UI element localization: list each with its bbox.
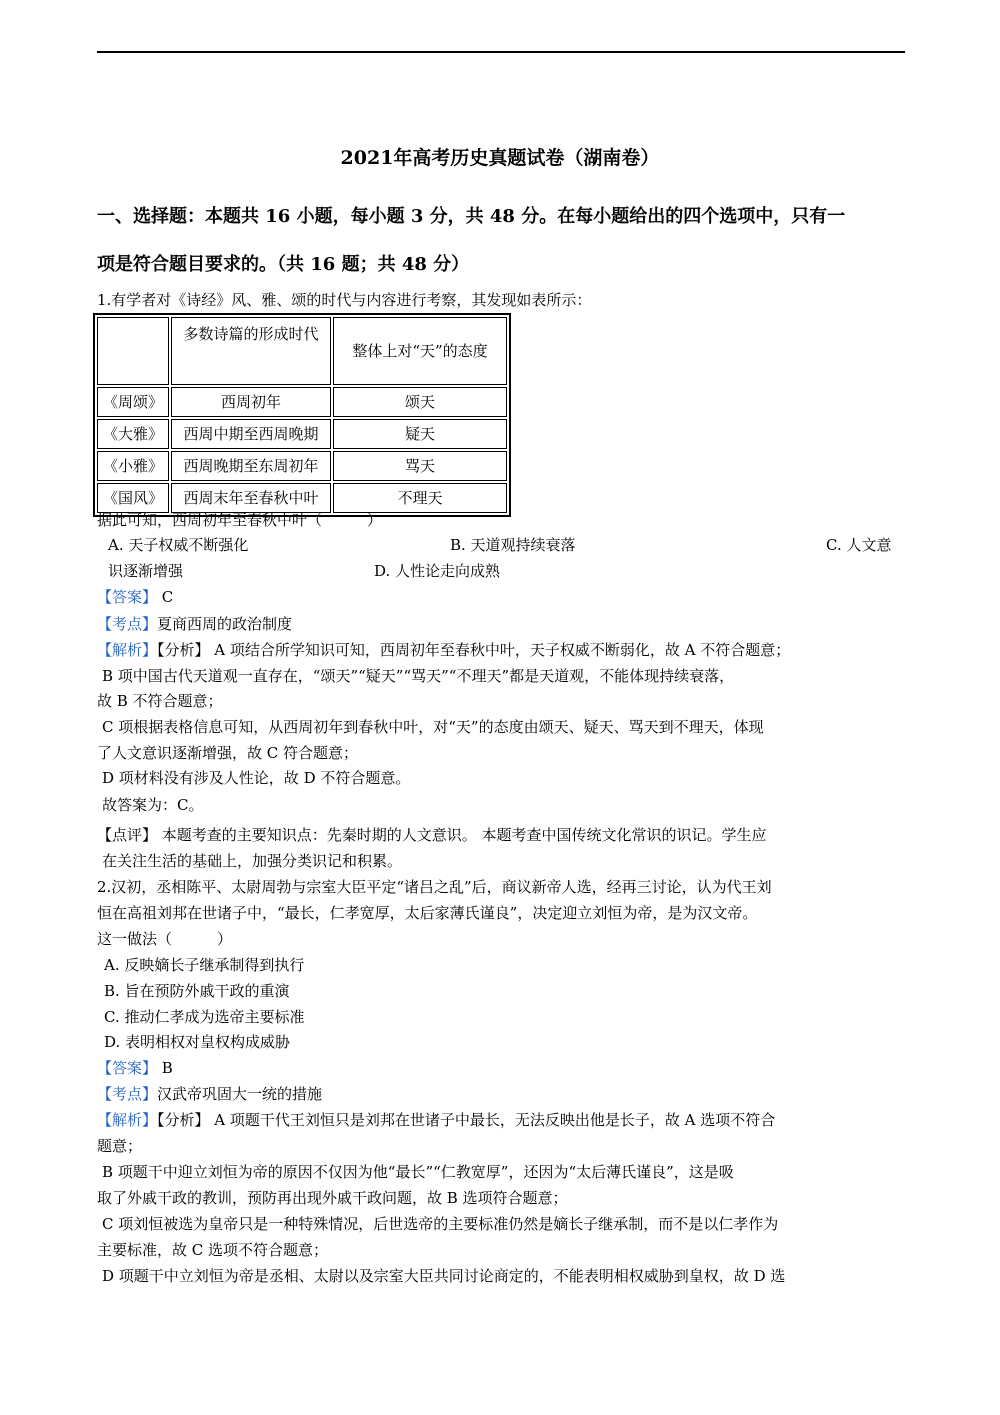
q1-option-b: B. 天道观持续衰落 [450, 536, 576, 554]
table-row [97, 451, 507, 481]
q2-analysis-line: C 项刘恒被选为皇帝只是一种特殊情况，后世选帝的主要标准仍然是嫡长子继承制，而不是以仁孝作为 [102, 1215, 779, 1233]
q1-point [97, 614, 292, 634]
section-heading-line-1: 一、选择题：本题共 16 小题，每小题 3 分，共 48 分。在每小题给出的四个选项中，只有一 [97, 206, 846, 227]
q1-option-a: A. 天子权威不断强化 [108, 536, 249, 554]
page-title: 2021年高考历史真题试卷（湖南卷） [340, 147, 660, 169]
q2-option-a: A. 反映嫡长子继承制得到执行 [104, 956, 305, 974]
q2-analysis-line: D 项题干中立刘恒为帝是丞相、太尉以及宗室大臣共同讨论商定的，不能表明相权威胁到皇权，故 D 选 [102, 1267, 786, 1285]
q1-comment-line: 【点评】 本题考查的主要知识点：先秦时期的人文意识。 本题考查中国传统文化常识的识记。学生应 [97, 826, 767, 844]
point-label: 【考点】 [97, 1085, 158, 1103]
table-cell: 不理天 [333, 483, 507, 513]
q2-option-d: D. 表明相权对皇权构成威胁 [104, 1033, 291, 1051]
table-header-cell [97, 317, 169, 385]
point-value: 夏商西周的政治制度 [157, 615, 293, 633]
q2-analysis-line [97, 1110, 775, 1130]
table-cell: 《周颂》 [97, 387, 169, 417]
table-header-cell: 整体上对“天”的态度 [333, 317, 507, 385]
analysis-label: 【解析】 [97, 1111, 158, 1129]
q1-analysis-line: 了人文意识逐渐增强，故 C 符合题意； [97, 744, 359, 762]
q2-analysis-line: 题意； [97, 1137, 143, 1155]
answer-label: 【答案】 [97, 588, 158, 606]
table-row [97, 387, 507, 417]
q2-stem-line: 2.汉初，丞相陈平、太尉周勃与宗室大臣平定“诸吕之乱”后，商议新帝人选，经再三讨论，认为代王刘 [97, 878, 772, 896]
q2-analysis-line: 取了外戚干政的教训，预防再出现外戚干政问题，故 B 选项符合题意； [97, 1189, 568, 1207]
table-header-cell: 多数诗篇的形成时代 [171, 317, 331, 385]
table-cell: 西周晚期至东周初年 [171, 451, 331, 481]
q1-analysis-line: C 项根据表格信息可知，从西周初年到春秋中叶，对“天”的态度由颂天、疑天、骂天到不理天，体现 [102, 718, 764, 736]
answer-label: 【答案】 [97, 1059, 158, 1077]
q2-analysis-line: 主要标准，故 C 选项不符合题意； [97, 1241, 329, 1259]
table-row [97, 483, 507, 513]
analysis-text: 【分析】 A 项题干代王刘恒只是刘邦在世诸子中最长，无法反映出他是长子，故 A 选项不符合 [157, 1111, 776, 1129]
q1-table [93, 313, 511, 517]
table-cell: 西周初年 [171, 387, 331, 417]
q1-analysis-line: 故答案为：C。 [102, 796, 204, 814]
q2-analysis-line: B 项题干中迎立刘恒为帝的原因不仅因为他“最长”“仁教宽厚”，还因为“太后薄氏谨良”，这是吸 [102, 1163, 734, 1181]
answer-value: C [161, 588, 174, 606]
table-cell: 颂天 [333, 387, 507, 417]
q1-analysis-line: D 项材料没有涉及人性论，故 D 不符合题意。 [102, 769, 411, 787]
header-rule [97, 51, 905, 53]
table-cell: 西周中期至西周晚期 [171, 419, 331, 449]
q1-analysis-line: B 项中国古代天道观一直存在，“颂天”“疑天”“骂天”“不理天”都是天道观，不能体现持续衰落， [102, 667, 735, 685]
table-cell: 《小雅》 [97, 451, 169, 481]
table-cell: 西周末年至春秋中叶 [171, 483, 331, 513]
q2-stem-line: 这一做法（ ） [97, 930, 233, 948]
q1-option-d: D. 人性论走向成熟 [374, 562, 501, 580]
q1-option-c: C. 人文意 [826, 536, 892, 554]
table-row [97, 419, 507, 449]
section-heading-line-2: 项是符合题目要求的。（共 16 题；共 48 分） [97, 254, 470, 275]
q2-option-c: C. 推动仁孝成为选帝主要标准 [104, 1008, 305, 1026]
q2-option-b: B. 旨在预防外戚干政的重演 [104, 982, 290, 1000]
q1-comment-line: 在关注生活的基础上，加强分类识记和积累。 [102, 852, 403, 870]
q2-stem-line: 恒在高祖刘邦在世诸子中，“最长，仁孝宽厚，太后家薄氏谨良”，决定迎立刘恒为帝，是为汉文帝。 [97, 904, 758, 922]
point-label: 【考点】 [97, 615, 158, 633]
q1-answer [97, 587, 173, 607]
q1-analysis-line [97, 640, 790, 660]
analysis-text: 【分析】 A 项结合所学知识可知，西周初年至春秋中叶，天子权威不断弱化，故 A 不符合题意； [157, 641, 791, 659]
table-cell: 骂天 [333, 451, 507, 481]
table-cell: 《国风》 [97, 483, 169, 513]
q2-answer [97, 1058, 173, 1078]
q1-stem: 1.有学者对《诗经》风、雅、颂的时代与内容进行考察，其发现如表所示： [97, 291, 592, 309]
q1-prompt: 据此可知，西周初年至春秋中叶（ ） [97, 511, 383, 529]
q1-option-c-continued: 识逐渐增强 [108, 562, 184, 580]
table-cell: 疑天 [333, 419, 507, 449]
q2-point [97, 1084, 322, 1104]
point-value: 汉武帝巩固大一统的措施 [157, 1085, 323, 1103]
table-header-row [97, 317, 507, 385]
answer-value: B [161, 1059, 173, 1077]
table-cell: 《大雅》 [97, 419, 169, 449]
q1-analysis-line: 故 B 不符合题意； [97, 692, 223, 710]
analysis-label: 【解析】 [97, 641, 158, 659]
